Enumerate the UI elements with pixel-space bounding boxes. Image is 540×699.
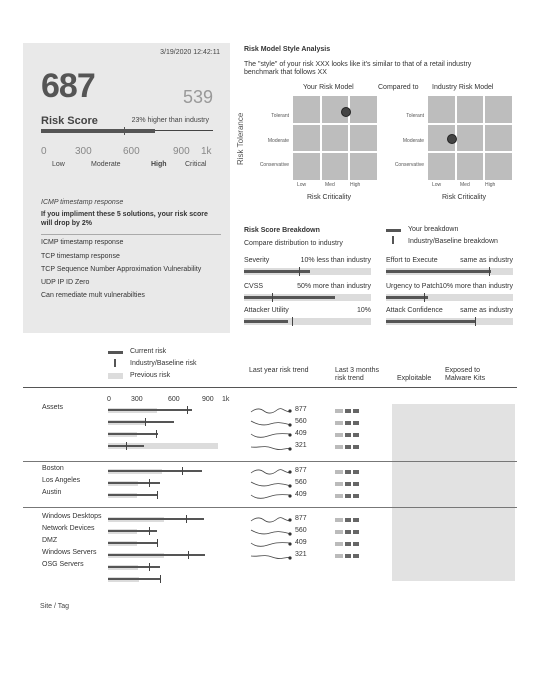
breakdown-bar xyxy=(386,296,428,299)
your-position-dot xyxy=(341,107,351,117)
scale-label-critical: Critical xyxy=(185,161,207,168)
sparkline-endpoint xyxy=(288,447,291,450)
breakdown-bar xyxy=(244,296,335,299)
x-level-low: Low xyxy=(297,182,307,188)
sparkline-path xyxy=(251,556,291,559)
current-risk-bar xyxy=(108,518,204,520)
current-risk-bar xyxy=(108,433,158,435)
trend-square xyxy=(345,530,351,534)
group-divider xyxy=(23,461,517,462)
scale-tick: 1k xyxy=(201,146,212,157)
trend-square xyxy=(345,542,351,546)
sparkline xyxy=(250,515,292,525)
scale-label-high: High xyxy=(151,161,167,168)
divider xyxy=(41,234,221,235)
three-month-trend xyxy=(335,541,363,546)
current-risk-bar xyxy=(108,409,192,411)
current-risk-bar xyxy=(108,494,158,496)
breakdown-baseline-marker xyxy=(475,317,476,326)
three-month-trend xyxy=(335,432,363,437)
risk-score-comparison: 23% higher than industry xyxy=(131,117,209,124)
current-risk-bar xyxy=(108,566,160,568)
current-risk-bar xyxy=(108,530,157,532)
baseline-risk-marker xyxy=(149,527,150,535)
sparkline-endpoint xyxy=(288,532,291,535)
trend-square xyxy=(353,445,359,449)
scale-label-low: Low xyxy=(52,161,65,168)
trend-square xyxy=(353,530,359,534)
row-label[interactable]: Windows Servers xyxy=(42,549,97,556)
trend-square xyxy=(335,470,343,474)
vulnerability-item[interactable]: TCP Sequence Number Approximation Vulnerability xyxy=(41,266,202,273)
legend-baseline-marker xyxy=(392,236,394,244)
trend-value: 877 xyxy=(295,515,307,522)
sparkline xyxy=(250,491,292,501)
trend-square xyxy=(353,470,359,474)
col-last-year: Last year risk trend xyxy=(249,367,309,374)
x-level-high: High xyxy=(350,182,361,188)
col-last-3-months: Last 3 months risk trend xyxy=(335,367,379,382)
sparkline-endpoint xyxy=(288,556,291,559)
industry-position-dot xyxy=(447,134,457,144)
axis-tick: 900 xyxy=(202,396,214,403)
trend-square xyxy=(335,554,343,558)
legend-your-line xyxy=(386,229,401,232)
sparkline-path xyxy=(251,495,291,499)
trend-square xyxy=(335,530,343,534)
sparkline-endpoint xyxy=(288,409,291,412)
baseline-risk-marker xyxy=(157,491,158,499)
breakdown-label: Attack Confidence xyxy=(386,307,443,314)
sparkline xyxy=(250,467,292,477)
trend-square xyxy=(335,445,343,449)
exposed-to-malware-area xyxy=(392,404,515,581)
y-level-moderate: Moderate xyxy=(402,138,424,144)
solution-note: If you impliment these 5 solutions, your risk score will drop by 2% xyxy=(41,211,208,227)
baseline-risk-marker xyxy=(157,539,158,547)
y-level-tolerant: Tolerant xyxy=(406,113,424,119)
scale-tick: 0 xyxy=(41,146,47,157)
row-label[interactable]: Boston xyxy=(42,465,64,472)
trend-value: 560 xyxy=(295,527,307,534)
breakdown-note: 50% more than industry xyxy=(297,283,371,290)
row-label[interactable]: Windows Desktops xyxy=(42,513,102,520)
industry-model-title: Industry Risk Model xyxy=(432,84,494,91)
y-level-conservative: Conservative xyxy=(394,162,424,168)
vulnerability-item[interactable]: Can remediate mult vulnerabilties xyxy=(41,292,145,299)
trend-square xyxy=(353,421,359,425)
sparkline-endpoint xyxy=(288,484,291,487)
legend-current-line xyxy=(108,351,123,354)
trend-value: 409 xyxy=(295,491,307,498)
compared-to-label: Compared to xyxy=(378,84,419,91)
sparkline-path xyxy=(251,543,291,547)
breakdown-baseline-marker xyxy=(292,317,293,326)
sparkline-path xyxy=(251,421,291,425)
score-bar-fill xyxy=(41,129,155,133)
sparkline xyxy=(250,430,292,440)
x-level-med: Med xyxy=(325,182,335,188)
breakdown-bar xyxy=(386,320,476,323)
trend-square xyxy=(353,409,359,413)
header-divider xyxy=(23,387,517,388)
score-bar-baseline-marker xyxy=(124,127,125,135)
vulnerability-item[interactable]: ICMP timestamp response xyxy=(41,239,124,246)
x-level-high: High xyxy=(485,182,496,188)
sparkline-path xyxy=(251,447,291,450)
x-level-med: Med xyxy=(460,182,470,188)
current-risk-bar xyxy=(108,470,202,472)
breakdown-note: same as industry xyxy=(460,307,513,314)
three-month-trend xyxy=(335,529,363,534)
scale-tick: 300 xyxy=(75,146,92,157)
sparkline-path xyxy=(251,482,291,486)
sparkline-path xyxy=(251,434,291,438)
trend-square xyxy=(335,518,343,522)
risk-score-title: Risk Score xyxy=(41,115,98,127)
trend-square xyxy=(345,421,351,425)
breakdown-note: same as industry xyxy=(460,257,513,264)
trend-square xyxy=(345,445,351,449)
sparkline xyxy=(250,527,292,537)
baseline-risk-marker xyxy=(182,467,183,475)
trend-square xyxy=(345,554,351,558)
row-label[interactable]: Assets xyxy=(42,404,64,411)
trend-square xyxy=(335,421,343,425)
legend-baseline-label: Industry/Baseline breakdown xyxy=(408,238,498,245)
sparkline-endpoint xyxy=(288,433,291,436)
current-risk-bar xyxy=(108,578,161,580)
x-axis-title: Risk Criticality xyxy=(442,194,486,201)
three-month-trend xyxy=(335,469,363,474)
breakdown-baseline-marker xyxy=(299,267,300,276)
breakdown-baseline-marker xyxy=(272,293,273,302)
three-month-trend xyxy=(335,444,363,449)
trend-value: 560 xyxy=(295,418,307,425)
trend-square xyxy=(345,494,351,498)
trend-square xyxy=(353,494,359,498)
col-exploitable: Exploitable xyxy=(397,375,432,382)
breakdown-label: Effort to Execute xyxy=(386,257,438,264)
trend-square xyxy=(353,518,359,522)
site-tag-label: Site / Tag xyxy=(40,603,70,610)
legend-baseline-label: Industry/Baseline risk xyxy=(130,360,197,367)
trend-value: 321 xyxy=(295,551,307,558)
trend-square xyxy=(345,470,351,474)
legend-baseline-marker xyxy=(114,359,116,367)
industry-risk-model-grid xyxy=(428,96,512,180)
y-level-tolerant: Tolerant xyxy=(271,113,289,119)
trend-square xyxy=(335,482,343,486)
sparkline-path xyxy=(251,470,291,475)
sparkline-path xyxy=(251,518,291,523)
row-label[interactable]: Network Devices xyxy=(42,525,95,532)
legend-previous-label: Previous risk xyxy=(130,372,171,379)
current-risk-bar xyxy=(108,542,158,544)
trend-value: 560 xyxy=(295,479,307,486)
focus-item: ICMP timestamp response xyxy=(41,199,124,206)
axis-tick: 1k xyxy=(222,396,230,403)
group-divider xyxy=(23,507,517,508)
current-risk-bar xyxy=(108,554,205,556)
three-month-trend xyxy=(335,481,363,486)
trend-square xyxy=(335,409,343,413)
x-axis-title: Risk Criticality xyxy=(307,194,351,201)
current-score: 687 xyxy=(41,67,95,105)
y-level-conservative: Conservative xyxy=(259,162,289,168)
sparkline xyxy=(250,479,292,489)
breakdown-label: Urgency to Patch xyxy=(386,283,440,290)
timestamp: 3/19/2020 12:42:11 xyxy=(160,49,220,56)
style-analysis-description: The "style" of your risk XXX looks like it's similar to that of a retail industry benchmark that follows XX xyxy=(244,61,472,76)
breakdown-bar xyxy=(244,320,288,323)
sparkline-path xyxy=(251,409,291,414)
breakdown-title: Risk Score Breakdown xyxy=(244,227,320,234)
three-month-trend xyxy=(335,517,363,522)
row-label[interactable]: Los Angeles xyxy=(42,477,81,484)
x-level-low: Low xyxy=(432,182,442,188)
trend-value: 877 xyxy=(295,406,307,413)
baseline-risk-marker xyxy=(149,563,150,571)
breakdown-label: Severity xyxy=(244,257,270,264)
three-month-trend xyxy=(335,408,363,413)
legend-current-label: Current risk xyxy=(130,348,167,355)
scale-tick: 600 xyxy=(123,146,140,157)
baseline-risk-marker xyxy=(188,551,189,559)
previous-score: 539 xyxy=(182,87,213,107)
vulnerability-item[interactable]: UDP IP ID Zero xyxy=(41,279,90,286)
style-analysis-title: Risk Model Style Analysis xyxy=(244,46,331,53)
sparkline xyxy=(250,418,292,428)
trend-square xyxy=(345,482,351,486)
trend-square xyxy=(335,494,343,498)
trend-value: 877 xyxy=(295,467,307,474)
current-risk-bar xyxy=(108,421,174,423)
breakdown-note: 10% less than industry xyxy=(300,257,371,264)
baseline-risk-marker xyxy=(186,515,187,523)
baseline-risk-marker xyxy=(126,442,127,450)
trend-square xyxy=(345,433,351,437)
breakdown-label: CVSS xyxy=(244,283,264,290)
trend-value: 321 xyxy=(295,442,307,449)
legend-previous-swatch xyxy=(108,373,123,379)
axis-tick: 0 xyxy=(107,396,111,403)
row-label[interactable]: OSG Servers xyxy=(42,561,84,568)
axis-tick: 600 xyxy=(168,396,180,403)
row-label[interactable]: Austin xyxy=(42,489,62,496)
three-month-trend xyxy=(335,493,363,498)
your-risk-model-grid xyxy=(293,96,377,180)
three-month-trend xyxy=(335,553,363,558)
current-risk-bar xyxy=(108,482,160,484)
sparkline-endpoint xyxy=(288,494,291,497)
scale-label-moderate: Moderate xyxy=(91,161,121,168)
trend-square xyxy=(345,409,351,413)
baseline-risk-marker xyxy=(160,575,161,583)
sparkline xyxy=(250,442,292,452)
sparkline-endpoint xyxy=(288,542,291,545)
sparkline xyxy=(250,406,292,416)
breakdown-subtitle: Compare distribution to industry xyxy=(244,240,343,247)
axis-tick: 300 xyxy=(131,396,143,403)
sparkline xyxy=(250,539,292,549)
y-axis-title: Risk Tolerance xyxy=(236,112,245,165)
scale-tick: 900 xyxy=(173,146,190,157)
breakdown-baseline-marker xyxy=(424,293,425,302)
breakdown-note: 10% more than industry xyxy=(439,283,513,290)
col-exposed: Exposed to Malware Kits xyxy=(445,367,486,382)
baseline-risk-marker xyxy=(187,406,188,414)
sparkline-path xyxy=(251,530,291,534)
sparkline-endpoint xyxy=(288,423,291,426)
three-month-trend xyxy=(335,420,363,425)
trend-value: 409 xyxy=(295,539,307,546)
trend-value: 409 xyxy=(295,430,307,437)
breakdown-label: Attacker Utility xyxy=(244,307,289,314)
sparkline xyxy=(250,551,292,561)
breakdown-bar xyxy=(386,270,491,273)
trend-square xyxy=(353,482,359,486)
trend-square xyxy=(345,518,351,522)
legend-your-label: Your breakdown xyxy=(408,226,459,233)
y-level-moderate: Moderate xyxy=(267,138,289,144)
breakdown-baseline-marker xyxy=(489,267,490,276)
vulnerability-item[interactable]: TCP timestamp response xyxy=(41,253,120,260)
sparkline-endpoint xyxy=(288,470,291,473)
sparkline-endpoint xyxy=(288,518,291,521)
your-model-title: Your Risk Model xyxy=(303,84,354,91)
breakdown-bar xyxy=(244,270,310,273)
trend-square xyxy=(353,554,359,558)
trend-square xyxy=(335,433,343,437)
risk-score-panel xyxy=(23,43,230,333)
breakdown-note: 10% xyxy=(356,307,371,314)
baseline-risk-marker xyxy=(156,430,157,438)
baseline-risk-marker xyxy=(145,418,146,426)
baseline-risk-marker xyxy=(149,479,150,487)
row-label[interactable]: DMZ xyxy=(42,537,58,544)
trend-square xyxy=(335,542,343,546)
trend-square xyxy=(353,433,359,437)
trend-square xyxy=(353,542,359,546)
